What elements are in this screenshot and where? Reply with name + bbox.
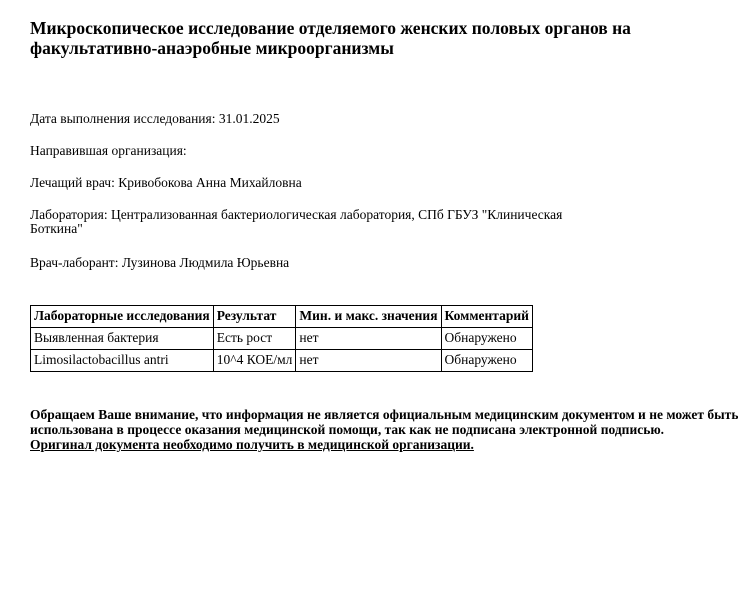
table-cell: нет bbox=[296, 350, 441, 372]
notice-line-1: Обращаем Ваше внимание, что информация не является официальным медицинским документом и не может быть bbox=[30, 407, 738, 422]
notice-line-3: Оригинал документа необходимо получить в медицинской организации. bbox=[30, 437, 474, 452]
table-cell: Обнаружено bbox=[441, 350, 532, 372]
table-row bbox=[31, 350, 533, 372]
laboratory-field bbox=[30, 208, 602, 236]
lab-results-table bbox=[30, 305, 533, 372]
table-row bbox=[31, 328, 533, 350]
table-cell: Обнаружено bbox=[441, 328, 532, 350]
doctor-field: Лечащий врач: Кривобокова Анна Михайловна bbox=[30, 175, 302, 190]
table-header-row bbox=[31, 306, 533, 328]
document-page bbox=[30, 18, 738, 452]
table-cell: Выявленная бактерия bbox=[31, 328, 214, 350]
table-cell: 10^4 КОЕ/мл bbox=[213, 350, 296, 372]
notice-line-2: использована в процессе оказания медицинской помощи, так как не подписана электронной подписью. bbox=[30, 422, 665, 437]
title-line-1: Микроскопическое исследование отделяемого женских половых органов на bbox=[30, 18, 631, 38]
column-header-tests: Лабораторные исследования bbox=[31, 306, 214, 328]
lab-doctor-field: Врач-лаборант: Лузинова Людмила Юрьевна bbox=[30, 255, 290, 270]
column-header-comment: Комментарий bbox=[441, 306, 532, 328]
organization-field: Направившая организация: bbox=[30, 143, 187, 158]
disclaimer-notice bbox=[30, 407, 738, 452]
table-cell: Есть рост bbox=[213, 328, 296, 350]
table-cell: Limosilactobacillus antri bbox=[31, 350, 214, 372]
title-line-2: факультативно-анаэробные микроорганизмы bbox=[30, 38, 394, 58]
date-field: Дата выполнения исследования: 31.01.2025 bbox=[30, 111, 280, 126]
page-title bbox=[30, 18, 730, 58]
table-cell: нет bbox=[296, 328, 441, 350]
laboratory-line-2: Боткина" bbox=[30, 221, 83, 236]
laboratory-line-1: Лаборатория: Централизованная бактериологическая лаборатория, СПб ГБУЗ "Клиническая bbox=[30, 207, 563, 222]
column-header-range: Мин. и макс. значения bbox=[296, 306, 441, 328]
column-header-result: Результат bbox=[213, 306, 296, 328]
